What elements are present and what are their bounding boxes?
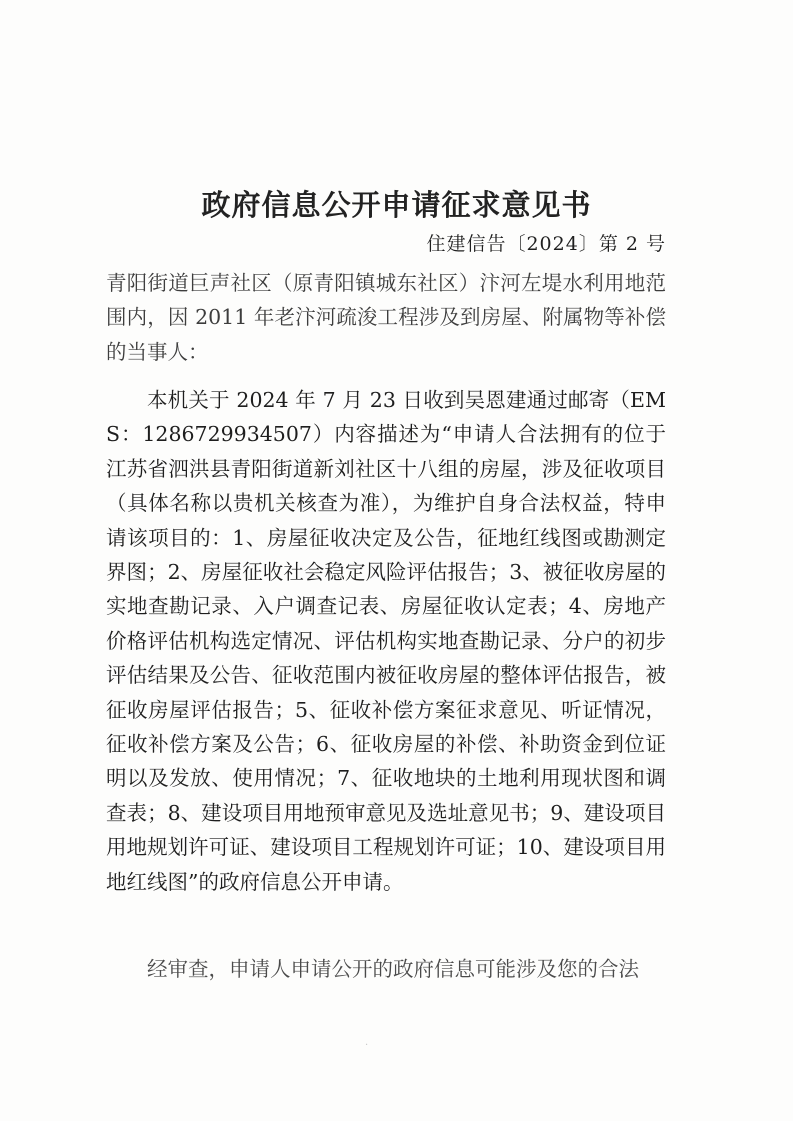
document-title: 政府信息公开申请征求意见书: [201, 188, 592, 222]
scan-speck: ·: [365, 1040, 369, 1051]
addressee-paragraph: 青阳街道巨声社区（原青阳镇城东社区）汴河左堤水利用地范围内，因 2011 年老汴河疏浚工程涉及到房屋、附属物等补偿的当事人：: [106, 271, 666, 364]
document-number: 住建信告〔2024〕第 2 号: [426, 233, 666, 255]
body-paragraph-review: 经审查，申请人申请公开的政府信息可能涉及您的合法: [147, 957, 639, 981]
body-paragraph-request: 本机关于 2024 年 7 月 23 日收到吴恩建通过邮寄（EMS：1286729934507）内容描述为“申请人合法拥有的位于江苏省泗洪县青阳街道新刘社区十八组的房屋，涉及征收项目（具体名称以贵机关核查为准），为维护自身合法权益，特申请该项目的：1、房屋征收决定及公告，征地红线图或勘测定界图；2、房屋征收社会稳定风险评估报告；3、被征收房屋的实地查勘记录、入户调查记表、房屋征收认定表；4、房地产价格评估机构选定情况、评估机构实地查勘记录、分户的初步评估结果及公告、征收范围内被征收房屋的整体评估报告，被征收房屋评估报告；5、征收补偿方案征求意见、听证情况，征收补偿方案及公告；6、征收房屋的补偿、补助资金到位证明以及发放、使用情况；7、征收地块的土地利用现状图和调查表；8、建设项目用地预审意见及选址意见书；9、建设项目用地规划许可证、建设项目工程规划许可证；10、建设项目用地红线图”的政府信息公开申请。: [106, 388, 666, 894]
